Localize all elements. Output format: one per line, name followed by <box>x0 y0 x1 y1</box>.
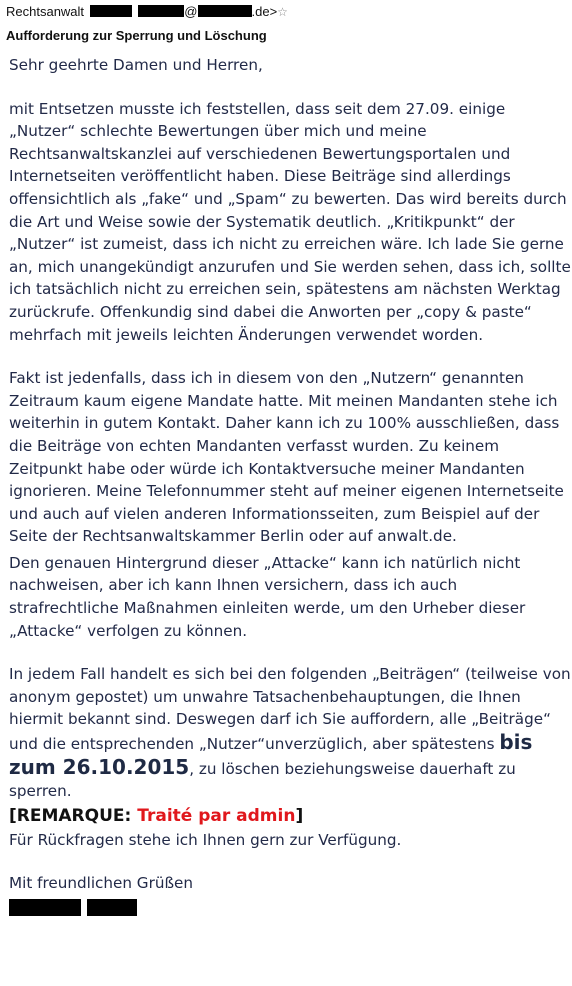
greeting: Sehr geehrte Damen und Herren, <box>9 56 263 74</box>
paragraph-1: mit Entsetzen musste ich feststellen, dass seit dem 27.09. einige „Nutzer“ schlechte Bewertungen über mich und meine Rechtsanwaltskanzlei auf verschiedenen Bewertungsportalen und Internetseiten veröffentlicht haben. Diese Beiträge sind allerdings offensichtlich als „fake“ und „Spam“ zu bewerten. Das wird bereits durch die Art und Weise sowie der Systematik deutlich. „Kritikpunkt“ der „Nutzer“ ist zumeist, dass ich nicht zu erreichen wäre. Ich lade Sie gerne an, mich unangekündigt anzurufen und Sie werden sehen, dass ich, sollte ich tatsächlich nicht zu erreichen sein, spätestens am nächsten Werktag zurückrufe. Offenkundig sind dabei die Anworten per „copy & paste“ mehrfach mit jeweils leichten Änderungen verwendet worden. <box>9 99 571 344</box>
domain-suffix: .de> <box>251 4 278 19</box>
at-sign: @ <box>184 4 198 19</box>
signature <box>9 896 571 919</box>
paragraph-5: Für Rückfragen stehe ich Ihnen gern zur Verfügung. <box>9 830 402 849</box>
email-subject: Aufforderung zur Sperrung und Löschung <box>6 28 267 43</box>
admin-remark <box>9 803 571 829</box>
redaction-bar <box>138 5 184 17</box>
paragraph-4 <box>9 663 571 803</box>
sender-label: Rechtsanwalt <box>6 4 85 19</box>
redaction-bar <box>87 899 137 916</box>
deadline-date: bis zum 26.10.2015 <box>9 730 533 779</box>
redaction-bar <box>90 5 132 17</box>
email-body <box>9 54 571 919</box>
paragraph-2: Fakt ist jedenfalls, dass ich in diesem von den „Nutzern“ genannten Zeitraum kaum eigene Mandate hatte. Mit meinen Mandanten stehe ich weiterhin in gutem Kontakt. Daher kann ich zu 100% ausschließen, dass die Beiträge von echten Mandanten verfasst wurden. Zu keinem Zeitpunkt habe oder würde ich Kontaktversuche meiner Mandanten ignorieren. Meine Telefonnummer steht auf meiner eigenen Internetseite und auch auf vielen anderen Informationsseiten, zum Beispiel auf der Seite der Rechtsanwaltskammer Berlin oder auf anwalt.de. <box>9 369 564 546</box>
star-outline-icon[interactable]: ☆ <box>277 5 288 19</box>
paragraph-4-text: In jedem Fall handelt es sich bei den folgenden „Beiträgen“ (teilweise von anonym gepostet) um unwahre Tatsachenbehauptungen, die Ihnen hiermit bekannt sind. Deswegen darf ich Sie auffordern, alle „Beiträge“ und die entsprechenden „Nutzer“unverzüglich, aber spätestens <box>9 665 571 754</box>
remark-status: Traité par admin <box>137 805 296 826</box>
closing: Mit freundlichen Grüßen <box>9 874 193 893</box>
remark-close: ] <box>295 805 304 826</box>
redaction-bar <box>9 899 81 916</box>
paragraph-3: Den genauen Hintergrund dieser „Attacke“ kann ich natürlich nicht nachweisen, aber ich kann Ihnen versichern, dass ich auch strafrechtliche Maßnahmen einleiten werde, um den Urheber dieser „Attacke“ verfolgen zu können. <box>9 553 526 640</box>
redaction-bar <box>198 5 252 17</box>
paragraph-4-tail: , zu löschen beziehungsweise dauerhaft zu sperren. <box>9 759 516 801</box>
email-header <box>6 3 566 21</box>
remark-open: [REMARQUE: <box>9 805 138 826</box>
